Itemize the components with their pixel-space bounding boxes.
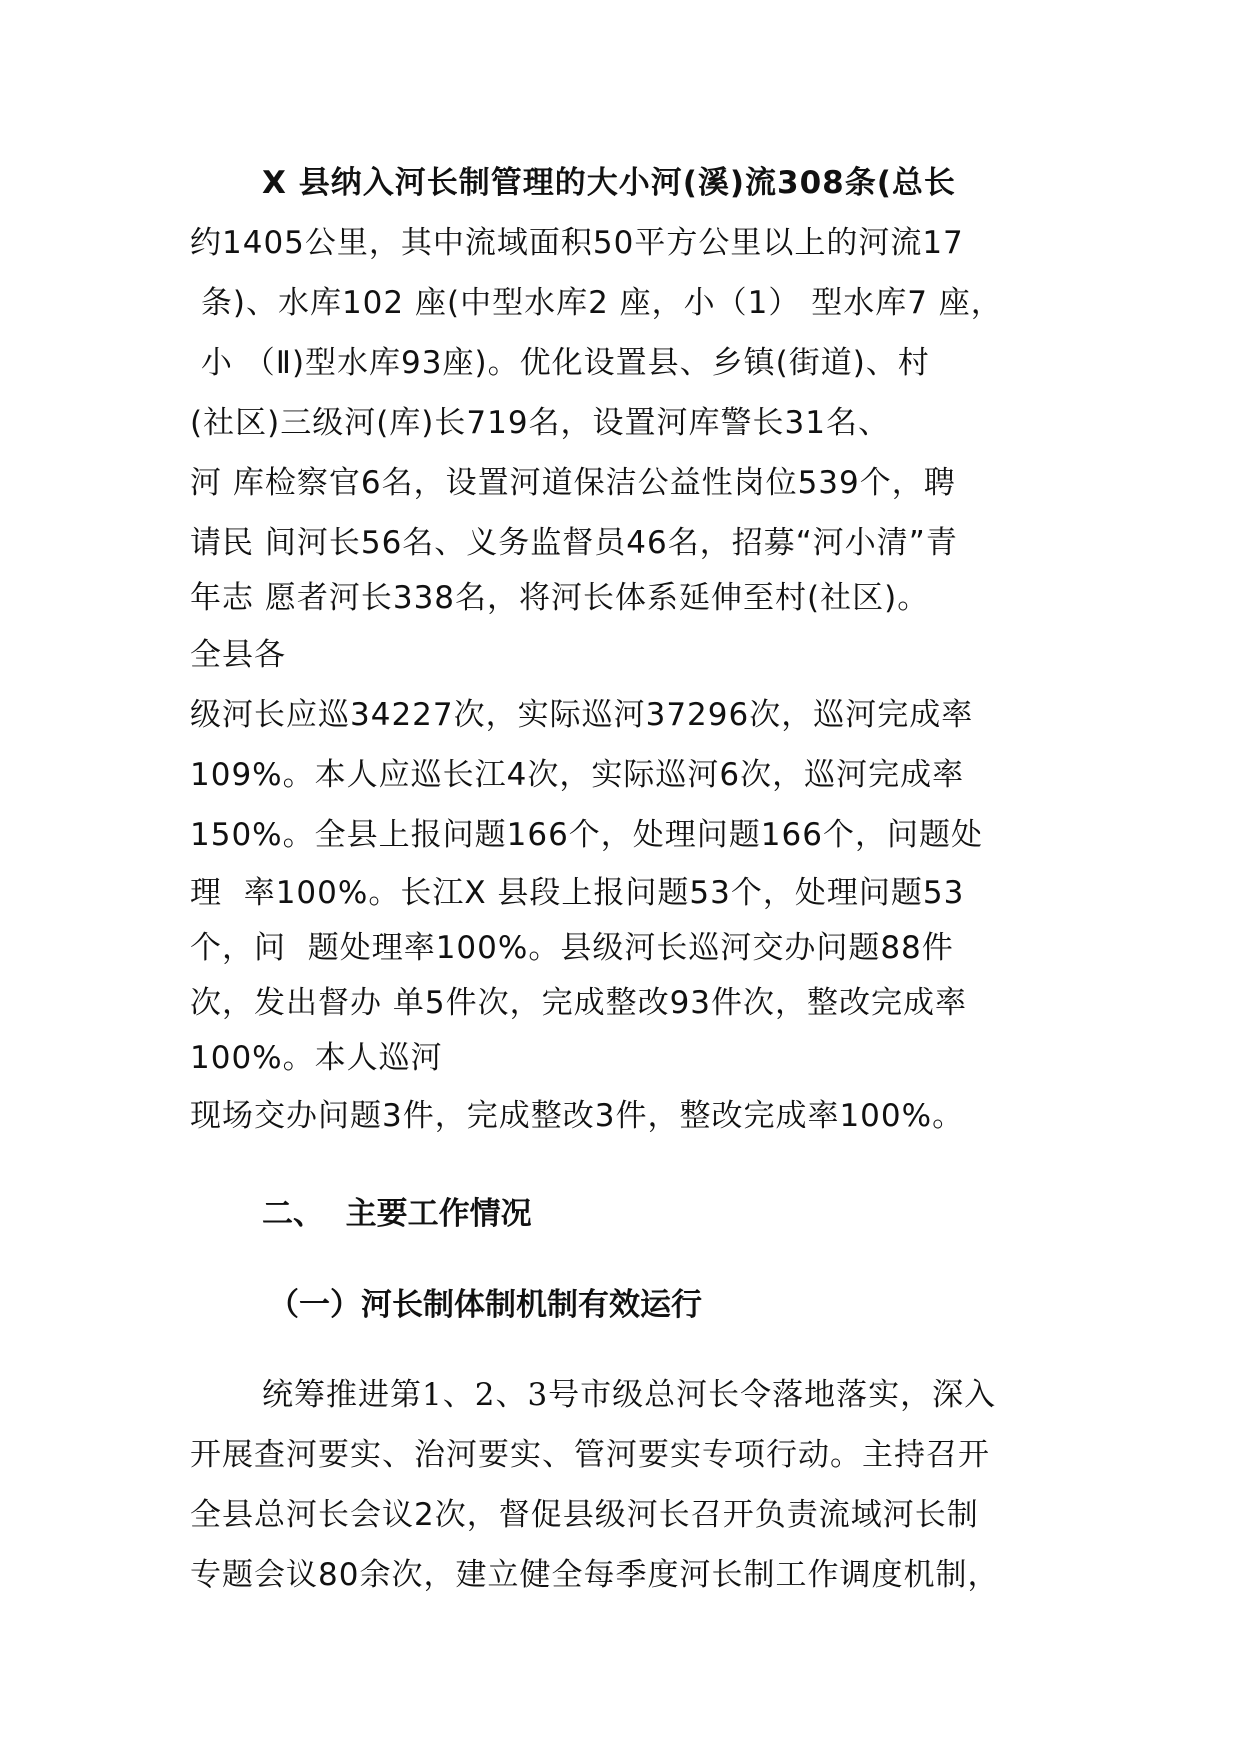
- paragraph2-line-3: 全县总河长会议2次，督促县级河长召开负责流域河长制: [190, 1497, 979, 1533]
- paragraph2-line-4: 专题会议80余次，建立健全每季度河长制工作调度机制，: [190, 1557, 1000, 1593]
- subsection-heading: （一）河长制体制机制有效运行: [268, 1287, 702, 1323]
- paragraph1-line-9: 全县各: [190, 637, 286, 673]
- paragraph1-line-15: 次，发出督办 单5件次，完成整改93件次，整改完成率: [190, 985, 968, 1021]
- paragraph1-line-6: 河 库检察官6名，设置河道保洁公益性岗位539个，聘: [190, 465, 956, 501]
- paragraph1-line-2: 约1405公里，其中流域面积50平方公里以上的河流17: [190, 225, 964, 261]
- paragraph1-line-11: 109%。本人应巡长江4次，实际巡河6次，巡河完成率: [190, 757, 965, 793]
- paragraph1-line-7: 请民 间河长56名、义务监督员46名，招募“河小清”青: [190, 525, 958, 561]
- paragraph1-line-8: 年志 愿者河长338名，将河长体系延伸至村(社区)。: [190, 580, 930, 616]
- paragraph2-line-1: 统筹推进第1、2、3号市级总河长令落地落实，深入: [262, 1377, 997, 1413]
- paragraph2-line-2: 开展查河要实、治河要实、管河要实专项行动。主持召开: [190, 1437, 990, 1473]
- paragraph1-line-13: 理 率100%。长江X 县段上报问题53个，处理问题53: [190, 875, 965, 911]
- paragraph1-line-17: 现场交办问题3件，完成整改3件，整改完成率100%。: [190, 1098, 965, 1134]
- paragraph1-line-3: 条)、水库102 座(中型水库2 座，小（1） 型水库7 座，: [190, 285, 1003, 321]
- paragraph1-line-4: 小 （Ⅱ)型水库93座)。优化设置县、乡镇(街道)、村: [190, 345, 930, 381]
- paragraph1-line-12: 150%。全县上报问题166个，处理问题166个，问题处: [190, 817, 983, 853]
- paragraph1-line-10: 级河长应巡34227次，实际巡河37296次，巡河完成率: [190, 697, 974, 733]
- paragraph1-line-1: X 县纳入河长制管理的大小河(溪)流308条(总长: [262, 165, 956, 201]
- paragraph1-line-5: (社区)三级河(库)长719名，设置河库警长31名、: [190, 405, 890, 441]
- paragraph1-line-14: 个，问 题处理率100%。县级河长巡河交办问题88件: [190, 930, 954, 966]
- paragraph1-line-16: 100%。本人巡河: [190, 1040, 443, 1076]
- section-heading: 二、 主要工作情况: [262, 1196, 532, 1232]
